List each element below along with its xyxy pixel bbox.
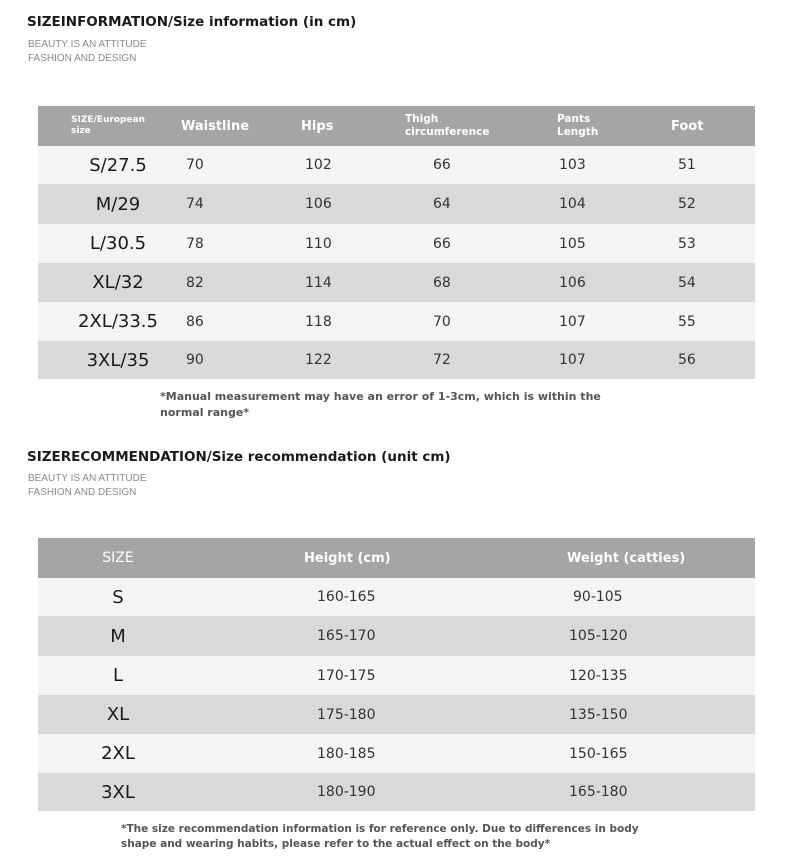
size-cell: 2XL/33.5 [78, 311, 158, 332]
table-row [38, 146, 755, 184]
header-hips: Hips [301, 118, 334, 134]
size-cell: 3XL [101, 781, 135, 803]
size-rec-note [121, 822, 639, 852]
foot-cell: 53 [678, 235, 696, 252]
height-cell: 170-175 [317, 667, 376, 684]
size-rec-tagline-1: BEAUTY IS AN ATTITUDE [28, 473, 147, 484]
table-row [38, 184, 755, 224]
weight-cell: 150-165 [569, 745, 628, 762]
foot-cell: 52 [678, 196, 696, 212]
pants-cell: 104 [559, 196, 586, 212]
table-row [38, 734, 755, 773]
size-cell: 3XL/35 [86, 349, 150, 371]
header-size-line-1: SIZE/European [71, 115, 145, 125]
height-cell: 160-165 [317, 589, 376, 605]
table-row [38, 302, 755, 341]
waistline-cell: 70 [186, 157, 204, 173]
size-cell: 2XL [101, 743, 135, 764]
size-info-note-line-2: normal range* [160, 406, 250, 419]
weight-cell: 105-120 [569, 628, 628, 644]
thigh-cell: 72 [433, 352, 451, 368]
waistline-cell: 74 [186, 196, 204, 212]
size-rec-tagline-2: FASHION AND DESIGN [28, 487, 137, 498]
size-cell: M [110, 625, 126, 647]
waistline-cell: 90 [186, 352, 204, 368]
waistline-cell: 82 [186, 274, 204, 291]
height-cell: 175-180 [317, 706, 376, 723]
foot-cell: 51 [678, 157, 696, 173]
header-height: Height (cm) [304, 550, 391, 566]
pants-cell: 105 [559, 235, 586, 252]
pants-cell: 103 [559, 157, 586, 173]
hips-cell: 110 [305, 235, 332, 252]
size-cell: L/30.5 [89, 233, 147, 254]
table-row [38, 616, 755, 656]
weight-cell: 90-105 [573, 589, 623, 605]
table-row [38, 341, 755, 379]
size-rec-header-row [38, 538, 755, 578]
header-pants-line-1: Pants [557, 113, 591, 125]
header-size-european [71, 106, 161, 146]
size-info-tagline-2: FASHION AND DESIGN [28, 53, 137, 64]
header-thigh-line-1: Thigh [405, 113, 439, 125]
size-cell: L [112, 665, 124, 686]
size-recommendation-table [38, 538, 755, 811]
size-info-note [160, 389, 601, 421]
size-cell: XL/32 [92, 272, 144, 293]
header-thigh-line-2: circumference [405, 126, 490, 138]
table-row [38, 656, 755, 695]
size-cell: S [112, 586, 124, 608]
size-info-header-row [38, 106, 755, 146]
header-size: SIZE [102, 550, 134, 566]
header-waistline: Waistline [181, 118, 250, 134]
hips-cell: 122 [305, 352, 332, 368]
header-size-line-2: size [71, 126, 91, 136]
size-info-note-line-1: *Manual measurement may have an error of 1-3cm, which is within the [160, 390, 601, 403]
hips-cell: 102 [305, 157, 332, 173]
table-row [38, 578, 755, 616]
size-info-title: SIZEINFORMATION/Size information (in cm) [27, 14, 357, 30]
header-weight: Weight (catties) [567, 550, 686, 566]
size-cell: S/27.5 [89, 154, 147, 176]
header-foot: Foot [671, 118, 704, 134]
height-cell: 180-185 [317, 745, 376, 762]
weight-cell: 120-135 [569, 667, 628, 684]
waistline-cell: 78 [186, 235, 204, 252]
waistline-cell: 86 [186, 313, 204, 330]
size-cell: M/29 [95, 193, 141, 215]
size-info-table [38, 106, 755, 379]
pants-cell: 106 [559, 274, 586, 291]
header-pants-length [557, 106, 637, 146]
thigh-cell: 68 [433, 274, 451, 291]
size-rec-note-line-2: shape and wearing habits, please refer to the actual effect on the body* [121, 838, 551, 850]
hips-cell: 118 [305, 313, 332, 330]
thigh-cell: 70 [433, 313, 451, 330]
thigh-cell: 66 [433, 235, 451, 252]
weight-cell: 135-150 [569, 706, 628, 723]
size-info-tagline-1: BEAUTY IS AN ATTITUDE [28, 39, 147, 50]
size-recommendation-title: SIZERECOMMENDATION/Size recommendation (unit cm) [27, 449, 451, 465]
table-row [38, 224, 755, 263]
header-pants-line-2: Length [557, 126, 599, 138]
foot-cell: 54 [678, 274, 696, 291]
table-row [38, 263, 755, 302]
height-cell: 165-170 [317, 628, 376, 644]
header-thigh-circumference [405, 106, 515, 146]
hips-cell: 106 [305, 196, 332, 212]
hips-cell: 114 [305, 274, 332, 291]
pants-cell: 107 [559, 352, 586, 368]
size-rec-note-line-1: *The size recommendation information is for reference only. Due to differences in body [121, 823, 639, 835]
pants-cell: 107 [559, 313, 586, 330]
table-row [38, 695, 755, 734]
foot-cell: 55 [678, 313, 696, 330]
height-cell: 180-190 [317, 784, 376, 800]
weight-cell: 165-180 [569, 784, 628, 800]
thigh-cell: 66 [433, 157, 451, 173]
table-row [38, 773, 755, 811]
foot-cell: 56 [678, 352, 696, 368]
thigh-cell: 64 [433, 196, 451, 212]
size-cell: XL [106, 704, 130, 725]
